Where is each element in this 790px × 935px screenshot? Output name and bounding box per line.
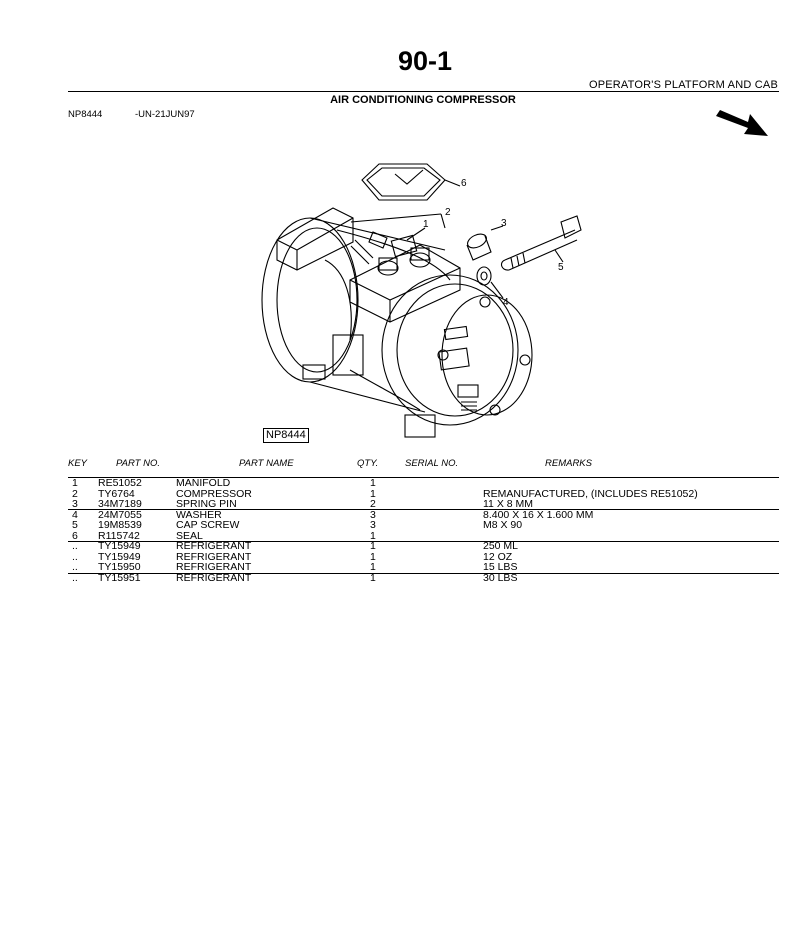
callout-4: 4 — [503, 297, 509, 308]
row-part-no: 34M7189 — [98, 498, 142, 510]
row-part-no: TY15949 — [98, 540, 141, 552]
row-remarks: REMANUFACTURED, (INCLUDES RE51052) — [483, 487, 698, 500]
row-part-name: CAP SCREW — [176, 519, 240, 531]
row-part-no: TY6764 — [98, 487, 135, 500]
header-serial-no: SERIAL NO. — [405, 458, 459, 469]
spring-pin-part — [465, 226, 503, 260]
table-row — [0, 573, 790, 584]
row-remarks: 15 LBS — [483, 561, 518, 573]
row-qty: 1 — [370, 540, 376, 552]
header-key: KEY — [68, 458, 88, 469]
callout-5: 5 — [558, 262, 564, 273]
row-part-name: SPRING PIN — [176, 498, 237, 510]
row-key: .. — [72, 561, 78, 573]
callout-6: 6 — [461, 178, 467, 189]
row-key: .. — [72, 540, 78, 552]
row-part-name: REFRIGERANT — [176, 540, 252, 552]
header-part-name: PART NAME — [239, 458, 294, 469]
callout-1: 1 — [423, 219, 429, 230]
row-part-name: COMPRESSOR — [176, 487, 252, 500]
row-part-no: TY15951 — [98, 571, 141, 584]
row-key: 3 — [72, 498, 78, 510]
row-qty: 1 — [370, 550, 376, 563]
row-qty: 1 — [370, 487, 376, 500]
figure-reference: NP8444 — [68, 109, 103, 120]
header-part-no: PART NO. — [116, 458, 160, 469]
seal-part — [362, 164, 445, 200]
row-remarks: 12 OZ — [483, 550, 513, 563]
row-qty: 3 — [370, 508, 376, 521]
row-remarks: M8 X 90 — [483, 519, 523, 531]
row-key: 6 — [72, 529, 78, 542]
callout-2: 2 — [445, 207, 451, 218]
header-rule — [68, 91, 779, 92]
row-part-no: 24M7055 — [98, 508, 142, 521]
figure-label: NP8444 — [263, 428, 309, 443]
page-number: 90-1 — [397, 46, 453, 76]
row-remarks: 11 X 8 MM — [483, 498, 533, 510]
row-key: 1 — [72, 477, 78, 489]
next-page-arrow-icon[interactable] — [714, 108, 770, 138]
section-title: OPERATOR'S PLATFORM AND CAB — [588, 79, 778, 91]
row-key: .. — [72, 550, 78, 563]
row-part-name: REFRIGERANT — [176, 561, 252, 573]
row-part-name: SEAL — [176, 529, 203, 542]
row-part-name: MANIFOLD — [176, 477, 231, 489]
row-part-no: R115742 — [98, 529, 140, 542]
row-part-name: REFRIGERANT — [176, 550, 252, 563]
row-qty: 2 — [370, 498, 376, 510]
header-remarks: REMARKS — [545, 458, 592, 469]
cap-screw-part — [502, 216, 581, 270]
row-qty: 1 — [370, 529, 376, 542]
compressor-exploded-diagram — [255, 150, 585, 450]
row-key: 5 — [72, 519, 78, 531]
header-qty: QTY. — [357, 458, 379, 469]
row-qty: 3 — [370, 519, 376, 531]
row-key: .. — [72, 571, 78, 584]
row-key: 4 — [72, 508, 78, 521]
row-qty: 1 — [370, 561, 376, 573]
row-qty: 1 — [370, 477, 376, 489]
row-part-no: 19M8539 — [98, 519, 142, 531]
row-part-no: RE51052 — [98, 477, 142, 489]
row-part-no: TY15949 — [98, 550, 141, 563]
figure-date: -UN-21JUN97 — [135, 109, 195, 120]
row-remarks: 250 ML — [483, 540, 519, 552]
row-part-name: REFRIGERANT — [176, 571, 252, 584]
row-part-name: WASHER — [176, 508, 222, 521]
callout-3: 3 — [501, 218, 507, 229]
row-part-no: TY15950 — [98, 561, 141, 573]
assembly-title: AIR CONDITIONING COMPRESSOR — [330, 94, 516, 106]
row-key: 2 — [72, 487, 78, 500]
row-qty: 1 — [370, 571, 376, 584]
row-remarks: 8.400 X 16 X 1.600 MM — [483, 508, 594, 521]
row-remarks: 30 LBS — [483, 571, 518, 584]
